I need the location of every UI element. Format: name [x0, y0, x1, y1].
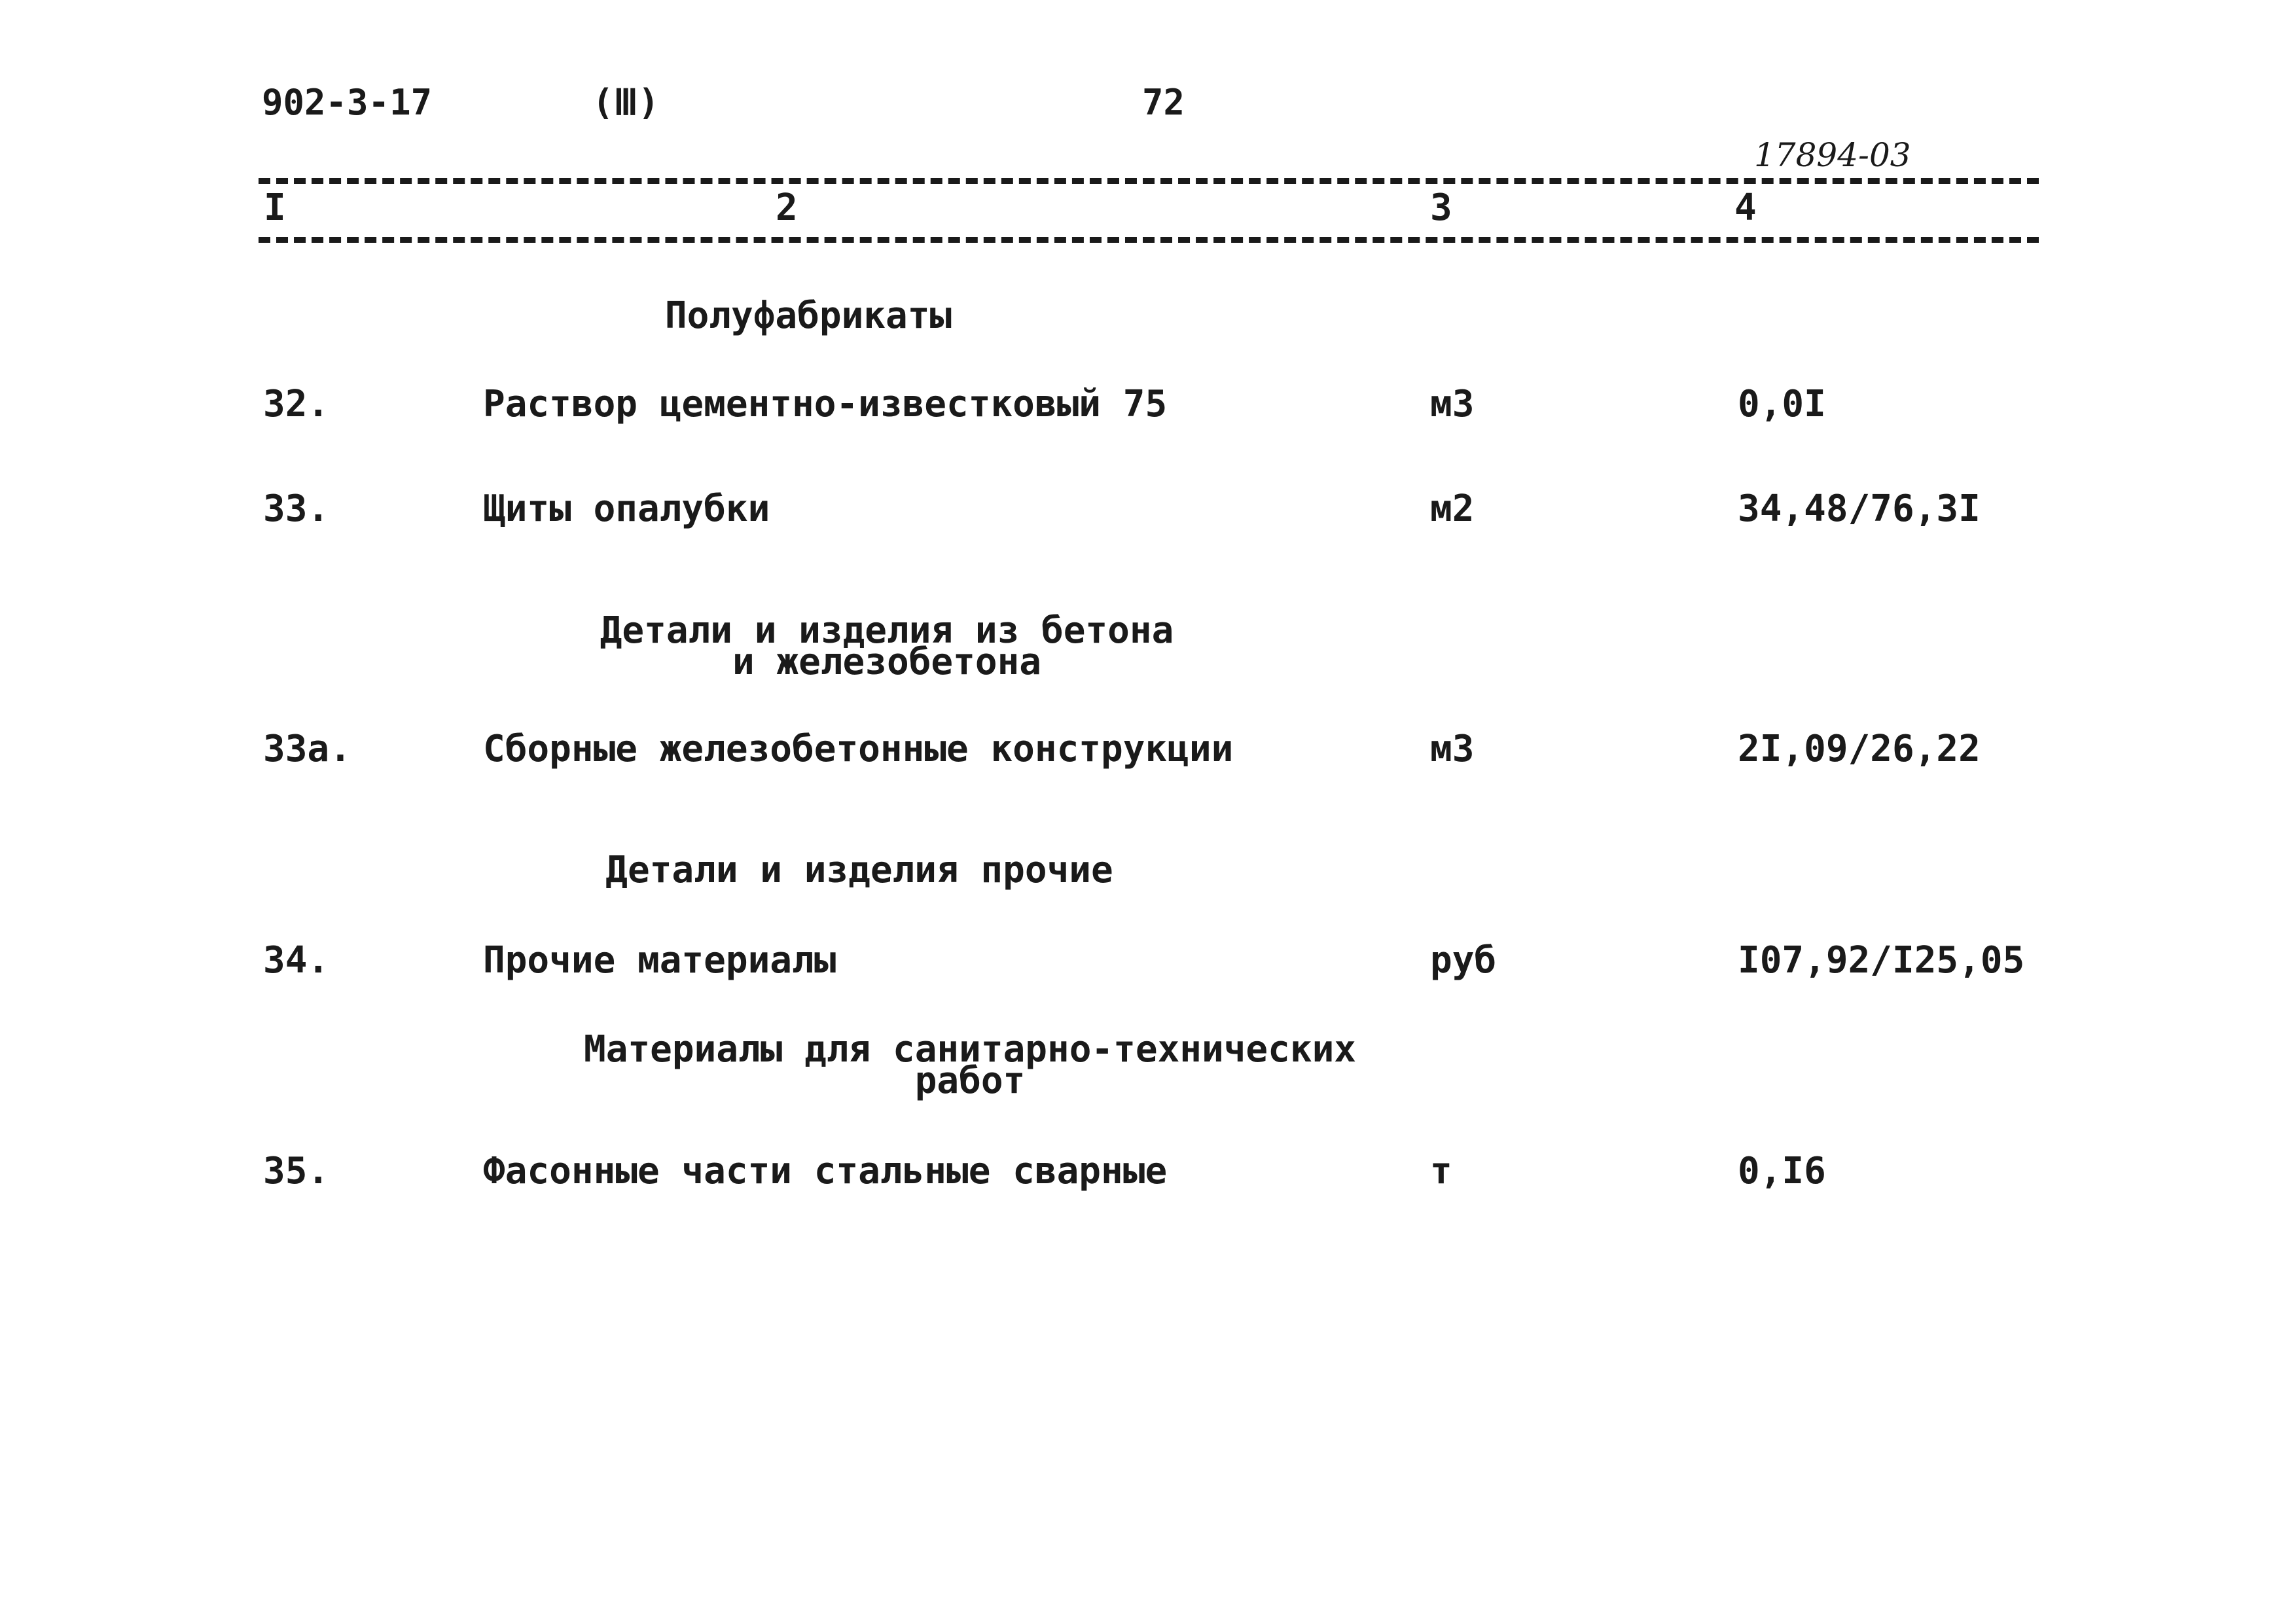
row-unit: т: [1430, 1150, 1452, 1192]
section-title-line: Полуфабрикаты: [664, 294, 952, 337]
section-title-line: работ: [914, 1060, 1026, 1102]
row-name: Щиты опалубки: [483, 488, 770, 530]
column-header-3: 3: [1430, 187, 1452, 229]
row-number: 35.: [263, 1150, 330, 1192]
column-header-2: 2: [776, 187, 798, 229]
row-name: Фасонные части стальные сварные: [483, 1150, 1168, 1192]
section-title: [605, 849, 1113, 891]
section-title-line: и железобетона: [732, 641, 1041, 683]
row-name: Прочие материалы: [483, 939, 836, 982]
row-unit: м2: [1430, 488, 1475, 530]
row-unit: м3: [1430, 383, 1475, 425]
row-number: 34.: [263, 939, 330, 982]
column-header-1: I: [264, 187, 286, 229]
table-header-rule: [259, 237, 2039, 243]
section-title: [664, 294, 952, 337]
row-number: 33а.: [263, 728, 351, 770]
row-unit: руб: [1430, 939, 1497, 982]
row-value: 0,I6: [1738, 1150, 1826, 1192]
column-header-4: 4: [1734, 187, 1757, 229]
row-unit: м3: [1430, 728, 1475, 770]
row-value: 2I,09/26,22: [1738, 728, 1981, 770]
section-title: [583, 1028, 1357, 1102]
row-value: I07,92/I25,05: [1738, 939, 2025, 982]
section-title-line: Детали и изделия из бетона: [600, 609, 1174, 652]
row-number: 32.: [263, 383, 330, 425]
section-title-line: Материалы для санитарно-технических: [583, 1028, 1357, 1071]
page-number: 72: [1142, 82, 1185, 123]
row-number: 33.: [263, 488, 330, 530]
document-code: 902-3-17: [262, 82, 433, 123]
row-name: Сборные железобетонные конструкции: [483, 728, 1234, 770]
section-title-line: Детали и изделия прочие: [605, 849, 1113, 891]
row-value: 34,48/76,3I: [1738, 488, 1981, 530]
archive-code: 17894-03: [1754, 136, 1911, 174]
section-title: [600, 609, 1174, 683]
part-number: (Ⅲ): [592, 82, 660, 123]
row-value: 0,0I: [1738, 383, 1826, 425]
table-top-rule: [259, 178, 2039, 184]
row-name: Раствор цементно-известковый 75: [483, 383, 1168, 425]
